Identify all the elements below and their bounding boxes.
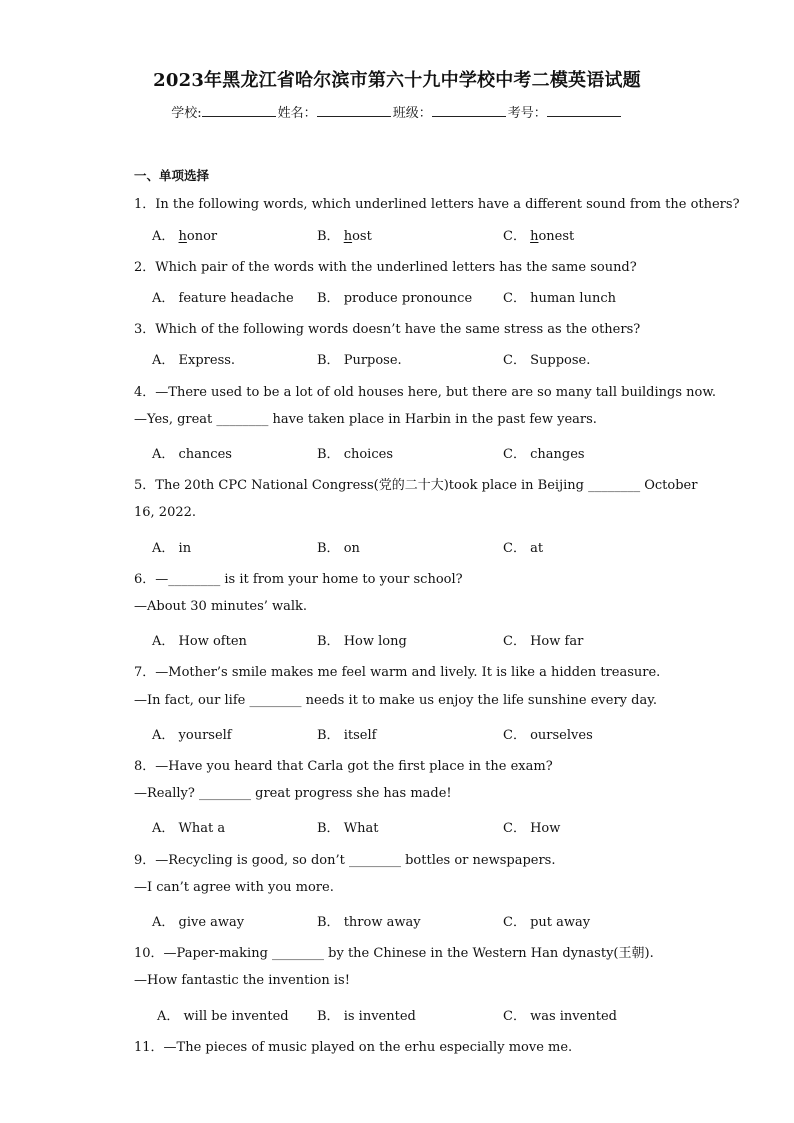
option-letter: A．: [152, 291, 175, 306]
option-letter: C．: [503, 229, 526, 244]
option-c: [503, 630, 583, 649]
question-5-stem: 5．The 20th CPC National Congress(党的二十大)took place in Beijing ________ October: [134, 478, 698, 493]
option-letter: A．: [152, 728, 175, 743]
option-b: [317, 443, 393, 462]
option-b: [317, 1005, 416, 1024]
option-letter: C．: [503, 728, 526, 743]
option-text: itself: [343, 728, 377, 743]
exam-number-label: 考号：: [507, 106, 547, 121]
option-text: How far: [530, 634, 584, 649]
underlined-letters: h: [178, 229, 187, 244]
option-letter: B．: [317, 634, 340, 649]
question-6-response: —About 30 minutes’ walk.: [134, 599, 308, 614]
option-letter: C．: [503, 541, 526, 556]
option-letter: B．: [317, 229, 340, 244]
question-7-stem: 7．—Mother’s smile makes me feel warm and lively. It is like a hidden treasure.: [134, 665, 661, 680]
option-text: was invented: [530, 1009, 617, 1024]
option-letter: B．: [317, 915, 340, 930]
option-letter: A．: [152, 915, 175, 930]
student-info-row: [0, 102, 794, 121]
option-letter: A．: [152, 821, 175, 836]
option-text: What a: [178, 821, 226, 836]
option-a: [152, 537, 191, 556]
option-text: in: [178, 541, 192, 556]
option-a: [152, 911, 244, 930]
option-c: [503, 911, 590, 930]
option-text: give away: [178, 915, 245, 930]
option-a: [152, 817, 225, 836]
option-letter: C．: [503, 915, 526, 930]
option-text: is invented: [343, 1009, 416, 1024]
question-8-stem: 8．—Have you heard that Carla got the first place in the exam?: [134, 759, 553, 774]
option-text: chances: [178, 447, 232, 462]
underlined-letters: h: [530, 229, 539, 244]
option-a: [152, 724, 232, 743]
option-letter: A．: [152, 353, 175, 368]
option-b: [317, 349, 402, 368]
question-1-stem: 1．In the following words, which underlined letters have a different sound from the others?: [134, 197, 740, 212]
option-letter: C．: [503, 1009, 526, 1024]
option-a: [152, 443, 232, 462]
option-text: feature headache: [178, 291, 294, 306]
option-text: How often: [178, 634, 247, 649]
school-blank: [202, 104, 276, 117]
option-b: [317, 630, 407, 649]
option-a: [152, 349, 235, 368]
question-4-stem: 4．—There used to be a lot of old houses here, but there are so many tall buildings now.: [134, 385, 717, 400]
class-blank: [432, 104, 506, 117]
question-10-stem: 10．—Paper-making ________ by the Chinese in the Western Han dynasty(王朝).: [134, 946, 654, 961]
option-text: will be invented: [183, 1009, 289, 1024]
option-text: ourselves: [530, 728, 593, 743]
option-text: produce pronounce: [343, 291, 473, 306]
class-label: 班级：: [392, 106, 432, 121]
option-c: [503, 349, 590, 368]
question-4-response: —Yes, great ________ have taken place in Harbin in the past few years.: [134, 412, 597, 427]
option-text: onest: [538, 229, 575, 244]
option-text: put away: [530, 915, 591, 930]
option-text: choices: [343, 447, 393, 462]
option-a: [152, 287, 294, 306]
option-letter: B．: [317, 1009, 340, 1024]
question-10-response: —How fantastic the invention is!: [134, 973, 350, 988]
option-c: [503, 537, 543, 556]
option-letter: B．: [317, 728, 340, 743]
option-text: ost: [352, 229, 372, 244]
question-3-stem: 3．Which of the following words doesn’t have the same stress as the others?: [134, 322, 641, 337]
option-a: [152, 630, 247, 649]
option-letter: A．: [152, 541, 175, 556]
option-text: Express.: [178, 353, 236, 368]
page-title: 2023年黑龙江省哈尔滨市第六十九中学校中考二模英语试题: [153, 70, 641, 91]
option-c: [503, 225, 574, 244]
option-text: yourself: [178, 728, 232, 743]
option-c: [503, 287, 616, 306]
option-letter: A．: [152, 447, 175, 462]
underlined-letters: h: [343, 229, 353, 244]
option-a: [152, 225, 217, 244]
option-letter: B．: [317, 447, 340, 462]
question-2-stem: 2．Which pair of the words with the underlined letters has the same sound?: [134, 260, 637, 275]
option-letter: C．: [503, 353, 526, 368]
option-letter: C．: [503, 821, 526, 836]
option-text: How: [530, 821, 561, 836]
option-b: [317, 911, 421, 930]
option-text: changes: [530, 447, 585, 462]
question-6-stem: 6．—________ is it from your home to your school?: [134, 572, 463, 587]
option-letter: A．: [152, 634, 175, 649]
option-b: [317, 537, 360, 556]
option-text: What: [343, 821, 379, 836]
name-label: 姓名：: [277, 106, 317, 121]
option-text: onor: [186, 229, 218, 244]
option-c: [503, 443, 585, 462]
option-b: [317, 724, 376, 743]
question-9-response: —I can’t agree with you more.: [134, 880, 334, 895]
school-label: 学校:: [171, 106, 202, 121]
option-letter: A．: [152, 229, 175, 244]
option-text: human lunch: [530, 291, 616, 306]
option-b: [317, 817, 378, 836]
question-8-response: —Really? ________ great progress she has made!: [134, 786, 452, 801]
option-a: [157, 1005, 289, 1024]
section-title: 一、单项选择: [134, 168, 210, 183]
question-11-stem: 11．—The pieces of music played on the erhu especially move me.: [134, 1040, 573, 1055]
option-letter: A．: [157, 1009, 180, 1024]
option-c: [503, 817, 560, 836]
option-text: at: [530, 541, 544, 556]
name-blank: [317, 104, 391, 117]
option-letter: B．: [317, 291, 340, 306]
option-text: Suppose.: [530, 353, 591, 368]
option-text: Purpose.: [343, 353, 402, 368]
option-letter: C．: [503, 291, 526, 306]
option-letter: B．: [317, 353, 340, 368]
option-text: How long: [343, 634, 407, 649]
question-9-stem: 9．—Recycling is good, so don’t ________ bottles or newspapers.: [134, 853, 556, 868]
option-text: on: [343, 541, 360, 556]
question-7-response: —In fact, our life ________ needs it to make us enjoy the life sunshine every day.: [134, 693, 657, 708]
option-letter: C．: [503, 634, 526, 649]
option-letter: B．: [317, 541, 340, 556]
option-b: [317, 225, 372, 244]
option-letter: B．: [317, 821, 340, 836]
exam-number-blank: [547, 104, 621, 117]
option-c: [503, 724, 593, 743]
option-c: [503, 1005, 617, 1024]
option-letter: C．: [503, 447, 526, 462]
option-text: throw away: [343, 915, 421, 930]
option-b: [317, 287, 472, 306]
question-5-stem-continued: 16, 2022.: [134, 505, 197, 520]
